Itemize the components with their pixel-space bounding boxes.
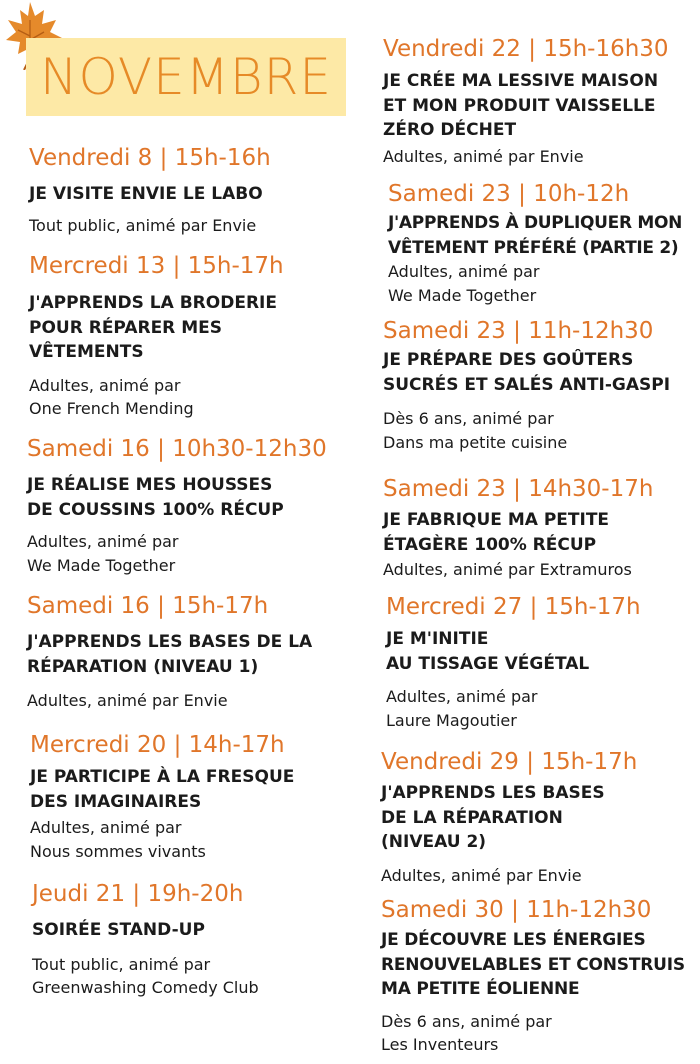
event-datetime: Samedi 16 | 15h-17h xyxy=(27,593,269,619)
event-6 xyxy=(32,880,362,1000)
event-audience: Adultes, animé par Laure Magoutier xyxy=(386,687,538,730)
event-audience: Adultes, animé par Envie xyxy=(27,691,228,710)
event-7 xyxy=(383,35,697,168)
event-audience: Adultes, animé par Extramuros xyxy=(383,560,632,579)
event-datetime: Samedi 16 | 10h30-12h30 xyxy=(27,436,327,462)
event-11 xyxy=(386,593,696,732)
event-title: JE FABRIQUE MA PETITE ÉTAGÈRE 100% RÉCUP xyxy=(383,510,610,555)
event-title: JE RÉALISE MES HOUSSES DE COUSSINS 100% RÉCUP xyxy=(27,475,284,520)
event-datetime: Vendredi 8 | 15h-16h xyxy=(29,145,271,171)
event-datetime: Mercredi 27 | 15h-17h xyxy=(386,594,641,620)
event-audience: Adultes, animé par We Made Together xyxy=(27,532,179,575)
event-audience: Tout public, animé par Envie xyxy=(29,215,257,235)
event-title: JE M'INITIE AU TISSAGE VÉGÉTAL xyxy=(386,629,590,674)
event-9 xyxy=(383,317,697,454)
event-12 xyxy=(381,748,695,887)
event-audience: Tout public, animé par Greenwashing Comedy Club xyxy=(32,954,259,997)
event-1 xyxy=(29,144,349,237)
event-title: J'APPRENDS LES BASES DE LA RÉPARATION (NIVEAU 1) xyxy=(27,632,313,677)
event-datetime: Samedi 23 | 10h-12h xyxy=(388,181,630,207)
month-title-banner xyxy=(26,38,346,116)
event-3 xyxy=(27,435,357,577)
event-audience: Adultes, animé par Envie xyxy=(381,865,582,885)
event-10 xyxy=(383,475,697,582)
event-title: JE PRÉPARE DES GOÛTERS SUCRÉS ET SALÉS ANTI-GASPI xyxy=(383,350,671,395)
event-title: J'APPRENDS LES BASES DE LA RÉPARATION (NIVEAU 2) xyxy=(381,783,605,852)
event-audience: Adultes, animé par Nous sommes vivants xyxy=(30,818,206,861)
event-title: SOIRÉE STAND-UP xyxy=(32,920,205,940)
event-audience: Adultes, animé par One French Mending xyxy=(29,375,194,418)
event-datetime: Mercredi 13 | 15h-17h xyxy=(29,253,284,279)
event-audience: Dès 6 ans, animé par Dans ma petite cuisine xyxy=(383,409,568,452)
event-title: JE DÉCOUVRE LES ÉNERGIES RENOUVELABLES ET CONSTRUIS MA PETITE ÉOLIENNE xyxy=(381,930,685,999)
event-audience: Adultes, animé par We Made Together xyxy=(388,262,540,305)
event-2 xyxy=(29,252,349,421)
event-datetime: Samedi 23 | 14h30-17h xyxy=(383,476,654,502)
event-5 xyxy=(30,731,360,863)
event-title: J'APPRENDS À DUPLIQUER MON VÊTEMENT PRÉFÉRÉ (PARTIE 2) xyxy=(388,213,683,258)
event-title: JE CRÉE MA LESSIVE MAISON ET MON PRODUIT VAISSELLE ZÉRO DÉCHET xyxy=(383,71,659,140)
event-datetime: Samedi 30 | 11h-12h30 xyxy=(381,897,652,923)
event-8 xyxy=(388,180,698,307)
event-datetime: Vendredi 29 | 15h-17h xyxy=(381,749,638,775)
event-datetime: Jeudi 21 | 19h-20h xyxy=(32,881,244,907)
month-title: NOVEMBRE xyxy=(40,48,332,106)
event-title: J'APPRENDS LA BRODERIE POUR RÉPARER MES VÊTEMENTS xyxy=(29,293,277,362)
event-13 xyxy=(381,896,697,1057)
event-datetime: Samedi 23 | 11h-12h30 xyxy=(383,318,654,344)
event-datetime: Mercredi 20 | 14h-17h xyxy=(30,732,285,758)
event-title: JE VISITE ENVIE LE LABO xyxy=(29,184,263,204)
event-datetime: Vendredi 22 | 15h-16h30 xyxy=(383,36,669,62)
event-title: JE PARTICIPE À LA FRESQUE DES IMAGINAIRES xyxy=(30,767,295,812)
event-audience: Adultes, animé par Envie xyxy=(383,146,584,166)
event-4 xyxy=(27,592,357,713)
event-audience: Dès 6 ans, animé par Les Inventeurs xyxy=(381,1011,552,1054)
